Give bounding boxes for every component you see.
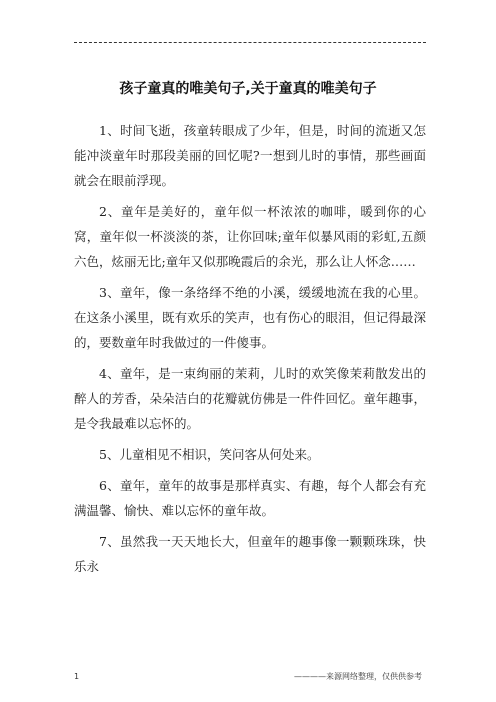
footer-source-note: ————来源网络整理，仅供供参考	[294, 672, 422, 681]
document-title: 孩子童真的唯美句子,关于童真的唯美句子	[119, 81, 377, 97]
paragraph: 4、童年，是一束绚丽的茉莉，儿时的欢笑像茉莉散发出的醉人的芳香，朵朵洁白的花瓣就仿佛是一件件回忆。童年趣事，是令我最难以忘怀的。	[74, 366, 426, 431]
paragraph: 6、童年，童年的故事是那样真实、有趣，每个人都会有充满温馨、愉快、难以忘怀的童年故。	[74, 478, 426, 518]
paragraph: 5、儿童相见不相识，笑问客从何处来。	[99, 447, 320, 462]
paragraph: 3、童年，像一条络绎不绝的小溪，缓缓地流在我的心里。在这条小溪里，既有欢乐的笑声，也有伤心的眼泪，但记得最深的，要数童年时我做过的一件傻事。	[74, 285, 426, 350]
document-body	[74, 118, 426, 585]
paragraph: 7、虽然我一天天地长大，但童年的趣事像一颗颗珠珠，快乐永	[74, 534, 426, 574]
paragraph: 2、童年是美好的，童年似一杯浓浓的咖啡，暖到你的心窝，童年似一杯淡淡的茶，让你回味;童年似暴风雨的彩虹,五颜六色，炫丽无比;童年又似那晚霞后的余光，那么让人怀念……	[74, 204, 426, 269]
page-number: 1	[74, 672, 80, 681]
header-dashed-rule	[74, 42, 426, 43]
paragraph: 1、时间飞逝，孩童转眼成了少年，但是，时间的流逝又怎能冲淡童年时那段美丽的回忆呢?一想到儿时的事情，那些画面就会在眼前浮现。	[74, 123, 426, 188]
